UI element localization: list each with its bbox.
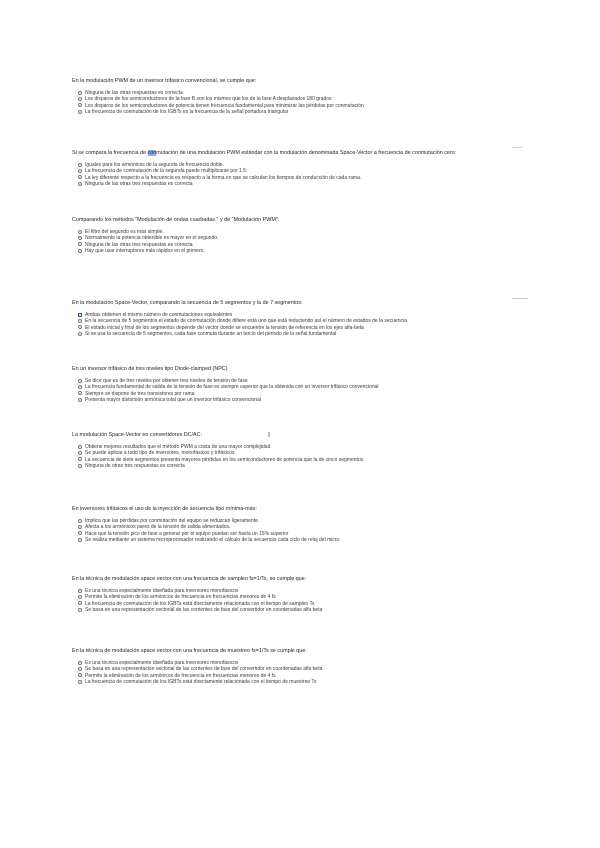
question-5 [72, 366, 532, 403]
radio-button-icon[interactable] [78, 236, 82, 240]
radio-button-icon[interactable] [78, 391, 82, 395]
radio-button-icon[interactable] [78, 661, 82, 665]
answer-option-label: El estado inicial y final de los segmentos depende del vector donde se encuentre la tensión de referencia en los ejes alfa-beta [85, 324, 364, 331]
stem-part: mutación de una modulación PWM estándar con la modulación denominada Space-Vector a frecuencia de conmutación cero: [156, 150, 457, 156]
question-stem: En un inversor trifásico de tres niveles tipo Diode-clamped (NPC) [72, 366, 228, 372]
question-7 [72, 506, 532, 543]
question-stem: En inversores trifásicos el uso de la inyección de secuencia tipo mínima-máx: [72, 506, 257, 512]
radio-button-icon[interactable] [78, 608, 82, 612]
checkbox-checked-icon[interactable] [78, 313, 82, 317]
answer-option-label: Obtiene mejores resultados que el método PWM a costa de una mayor complejidad [85, 444, 271, 450]
answer-option-label: Hace que la tensión pico de fase a generar por el equipo puedan ser hasta un 15% superior [85, 530, 289, 537]
answer-option-label: Permite la eliminación de los armónicos de frecuencia en frecuencias menores de 4 fs [85, 672, 276, 679]
question-stem: En la modulación PWM de un inversor trifásico convencional, se cumple que: [72, 78, 257, 84]
answer-option[interactable] [78, 679, 532, 685]
radio-button-icon[interactable] [78, 445, 82, 449]
question-1 [72, 78, 532, 115]
answer-option-label: Ninguna de otras tres respuestas es correcta [85, 462, 185, 469]
answer-option-label: Se puede aplicar a todo tipo de inversores, monofásicos y trifásicos [85, 450, 235, 457]
radio-button-icon[interactable] [78, 332, 82, 336]
answer-option-label: El filtro del segundo es más simple. [85, 229, 164, 235]
radio-button-icon[interactable] [78, 103, 82, 107]
answer-option-label: Ninguna de las otras tres respuestas es correcta [85, 180, 193, 187]
question-4 [72, 300, 532, 337]
answer-option[interactable] [78, 109, 532, 115]
question-8 [72, 576, 532, 613]
answer-option[interactable] [78, 537, 532, 543]
answer-option[interactable] [78, 181, 532, 187]
radio-button-icon[interactable] [78, 163, 82, 167]
radio-button-icon[interactable] [78, 175, 82, 179]
radio-button-icon[interactable] [78, 519, 82, 523]
answer-option[interactable] [78, 397, 532, 403]
stem-part: Si se compara la frecuencia de [72, 150, 148, 156]
radio-button-icon[interactable] [78, 385, 82, 389]
answer-option-label: Se basa en una representación vectorial de las corrientes de fase del convertidor en coordenadas alfa beta [85, 606, 323, 613]
question-3 [72, 217, 532, 254]
radio-button-icon[interactable] [78, 451, 82, 455]
answer-option-label: Se realiza mediante un sistema microprocesador realizando el cálculo de la secuencia cada ciclo de reloj del micro. [85, 536, 341, 543]
question-stem [72, 150, 532, 157]
answer-option-label: Es una técnica especialmente diseñada para inversores monofásicos [85, 660, 239, 666]
radio-button-icon[interactable] [78, 595, 82, 599]
answer-option[interactable] [78, 248, 532, 254]
radio-button-icon[interactable] [78, 525, 82, 529]
radio-button-icon[interactable] [78, 91, 82, 95]
answer-option-label: Se dice que es de tres niveles por obtener tres niveles de tensión de fase [85, 378, 248, 384]
radio-button-icon[interactable] [78, 531, 82, 535]
radio-button-icon[interactable] [78, 319, 82, 323]
answer-option-label: Es una técnica especialmente diseñada para inversores monofásicos [85, 588, 239, 594]
answer-option-label: En la secuencia de 5 segmentos el estado de conmutación donde difiere está uno que está reduciendo así el número de estados de la secuencia [85, 318, 407, 325]
answer-option-label: Siempre se dispone de tres transistores por rama [85, 390, 195, 397]
radio-button-icon[interactable] [78, 242, 82, 246]
answer-option-label: Los disparos de los semiconductores de la fase B son los mismos que los de la fase A desplazados 180 grados [85, 96, 332, 103]
answer-option-label: Implica que las pérdidas por conmutación del equipo se reduzcan ligeramente. [85, 518, 260, 524]
answer-option-label: Ninguna de las otras tres respuestas es correcta [85, 241, 193, 248]
radio-button-icon[interactable] [78, 230, 82, 234]
answer-option-label: Ninguna de las otras respuestas es correcta [85, 90, 183, 96]
radio-button-icon[interactable] [78, 249, 82, 253]
answer-option[interactable] [78, 607, 532, 613]
question-2 [72, 150, 532, 187]
radio-button-icon[interactable] [78, 667, 82, 671]
radio-button-icon[interactable] [78, 379, 82, 383]
answer-option-label: Hay que usar interruptores más rápidos en el primero. [85, 247, 205, 254]
radio-button-icon[interactable] [78, 169, 82, 173]
radio-button-icon[interactable] [78, 589, 82, 593]
answer-option-label: Iguales para los armónicos de la segunda de frecuencia doble. [85, 162, 224, 168]
margin-mark [512, 147, 522, 148]
radio-button-icon[interactable] [78, 110, 82, 114]
answer-option-label: La frecuencia de conmutación de la segunda puede multiplicarse por 1.5. [85, 168, 248, 175]
answer-option-label: Permite la eliminación de los armónicos de frecuencia en frecuencias menores de 4 fs [85, 594, 276, 601]
margin-mark [512, 298, 528, 299]
radio-button-icon[interactable] [78, 673, 82, 677]
radio-button-icon[interactable] [78, 398, 82, 402]
answer-option-label: La frecuencia fundamental de salida de la tensión de fase es siempre superior que la obtenida con un inversor trifásico convencional [85, 384, 379, 391]
question-stem: En la técnica de modulación space vector con una frecuencia de muestreo fs=1/Ts se cumple que: [72, 648, 307, 654]
radio-button-icon[interactable] [78, 538, 82, 542]
answer-option[interactable] [78, 331, 532, 337]
answer-option-label: La frecuencia de conmutación de los IGBTs está directamente relacionada con el tiempo de sampleo Ts [85, 600, 315, 607]
question-stem: La modulación Space-Vector en convertidores DC/AC: [72, 432, 203, 438]
answer-option-label: La frecuencia de conmutación de los IGBTs está directamente relacionada con el tiempo de muestreo Ts [85, 678, 317, 685]
answer-option-label: Presenta mayor distorsión armónica total que un inversor trifásico convencional [85, 396, 261, 403]
answer-option-label: Afecta a los armónicos pares de la tensión de salida alimentados. [85, 524, 231, 531]
radio-button-icon[interactable] [78, 325, 82, 329]
answer-option[interactable] [78, 463, 532, 469]
question-6 [72, 432, 532, 469]
question-stem: En la modulación Space-Vector, comparando la secuencia de 5 segmentos y la de 7 segmentos: [72, 300, 303, 306]
radio-button-icon[interactable] [78, 680, 82, 684]
radio-button-icon[interactable] [78, 457, 82, 461]
radio-button-icon[interactable] [78, 97, 82, 101]
text-cursor: I [268, 432, 270, 439]
radio-button-icon[interactable] [78, 182, 82, 186]
question-stem: En la técnica de modulación space vector con una frecuencia de sampleo fs=1/Ts, se cumple que: [72, 576, 307, 582]
highlighted-text: con [147, 150, 157, 156]
radio-button-icon[interactable] [78, 464, 82, 468]
answer-option-label: La secuencia de siete segmentos presenta mayores pérdidas en los semiconductores de potencia que la de cinco segmentos [85, 456, 364, 463]
radio-button-icon[interactable] [78, 601, 82, 605]
answer-option-label: La ley diferente respecto a la frecuencia es respecto a la forma en que se calculan los tiempos de conducción de cada rama. [85, 174, 362, 181]
answer-option-label: Se basa en una representación vectorial de las corrientes de fase del convertidor en coordenadas alfa beta [85, 666, 323, 673]
answer-option-label: Ambas obtienen el mismo número de conmutaciones equivalentes [85, 312, 233, 318]
answer-option-label: Los disparos de los semiconductores de potencia tienen frecuencia fundamental para minimizar las pérdidas por conmutación [85, 102, 364, 109]
answer-option-label: La frecuencia de conmutación de los IGBTs es la frecuencia de la señal portadora triangular [85, 108, 289, 115]
answer-option-label: Normalmente la potencia obtenible es mayor en el segundo. [85, 235, 219, 242]
question-9 [72, 648, 532, 685]
question-stem: Comparando los métodos "Modulación de ondas cuadradas " y de "Modulación PWM": [72, 217, 280, 223]
answer-option-label: Si se usa la secuencia de 5 segmentos, cada fase conmuta durante un tercio del periodo de la señal fundamental [85, 330, 337, 337]
